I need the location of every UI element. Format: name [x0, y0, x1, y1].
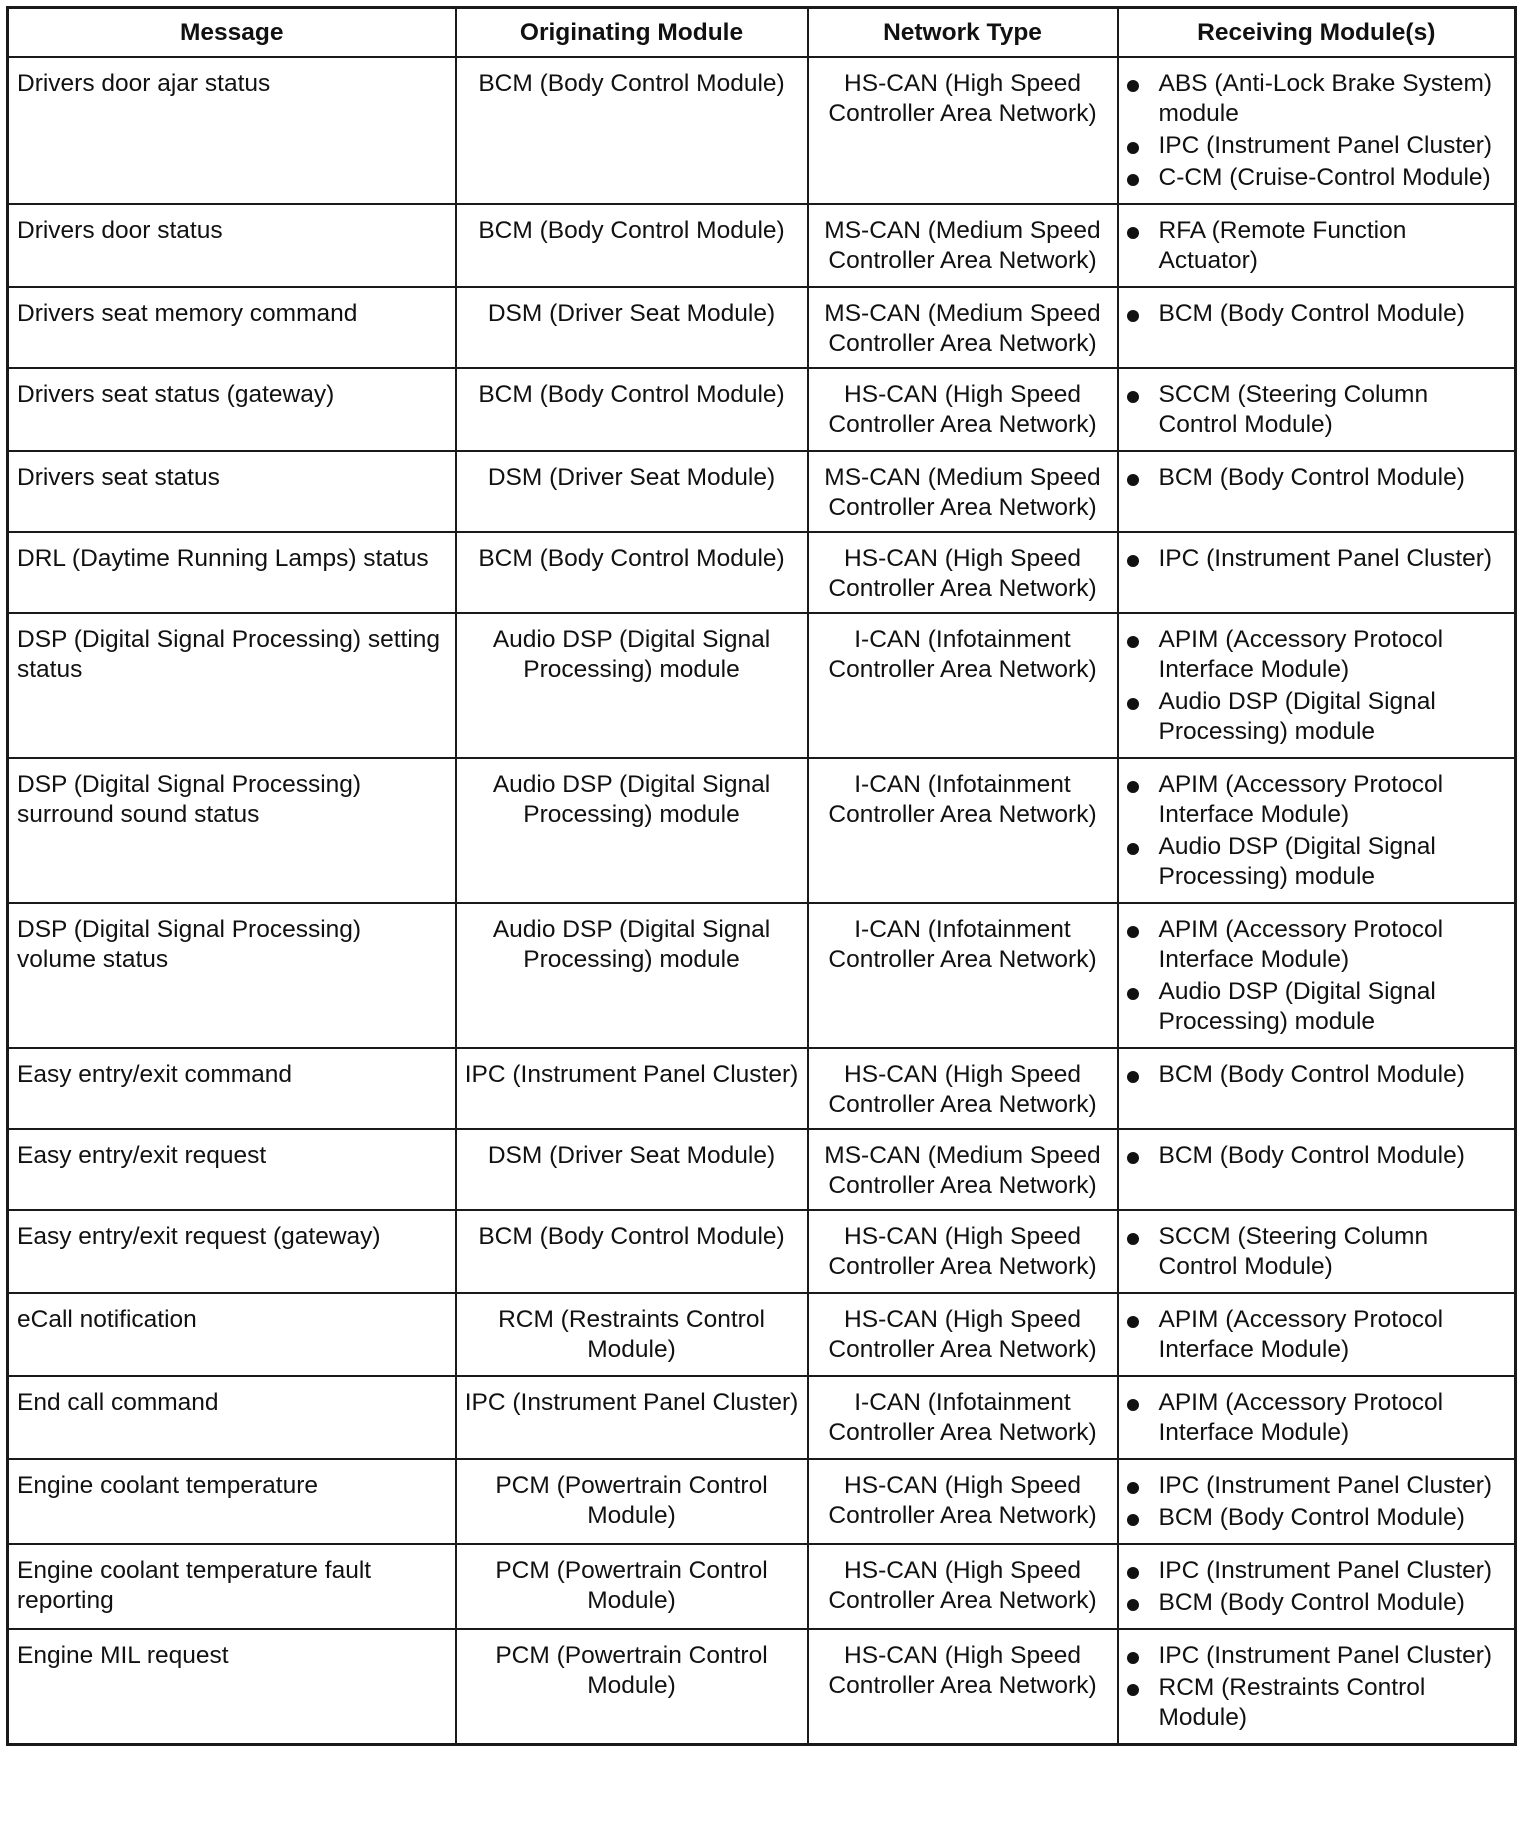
bullet-icon: [1127, 636, 1139, 648]
table-row: [8, 1544, 1516, 1629]
receiving-module-text: APIM (Accessory Protocol Interface Module): [1158, 1389, 1444, 1446]
bullet-icon: [1127, 843, 1139, 855]
cell-message: Easy entry/exit command: [8, 1048, 456, 1129]
receiving-module-text: IPC (Instrument Panel Cluster): [1158, 1557, 1493, 1584]
cell-originating-module: PCM (Powertrain Control Module): [456, 1544, 808, 1629]
bullet-icon: [1127, 988, 1139, 1000]
cell-message: Drivers seat status (gateway): [8, 368, 456, 451]
bullet-icon: [1127, 142, 1139, 154]
bullet-icon: [1127, 1684, 1139, 1696]
list-item: [1127, 1641, 1507, 1671]
receiving-module-text: IPC (Instrument Panel Cluster): [1158, 545, 1493, 572]
cell-message: Drivers door ajar status: [8, 57, 456, 204]
table-row: [8, 287, 1516, 368]
list-item: [1127, 1556, 1507, 1586]
cell-network-type: HS-CAN (High Speed Controller Area Network): [808, 1293, 1118, 1376]
cell-network-type: I-CAN (Infotainment Controller Area Network): [808, 1376, 1118, 1459]
cell-receiving-modules: [1118, 1376, 1516, 1459]
list-item: [1127, 131, 1507, 161]
receiving-module-text: BCM (Body Control Module): [1158, 1504, 1465, 1531]
receiving-module-list: [1127, 1141, 1507, 1171]
bullet-icon: [1127, 698, 1139, 710]
list-item: [1127, 1388, 1507, 1448]
receiving-module-text: SCCM (Steering Column Control Module): [1158, 381, 1429, 438]
receiving-module-text: APIM (Accessory Protocol Interface Module): [1158, 626, 1444, 683]
cell-message: DSP (Digital Signal Processing) surround sound status: [8, 758, 456, 903]
cell-receiving-modules: [1118, 57, 1516, 204]
receiving-module-list: [1127, 1556, 1507, 1618]
cell-receiving-modules: [1118, 1629, 1516, 1745]
cell-originating-module: BCM (Body Control Module): [456, 1210, 808, 1293]
list-item: [1127, 544, 1507, 574]
receiving-module-list: [1127, 544, 1507, 574]
cell-message: Drivers door status: [8, 204, 456, 287]
table-row: [8, 532, 1516, 613]
cell-network-type: HS-CAN (High Speed Controller Area Network): [808, 1629, 1118, 1745]
list-item: [1127, 1588, 1507, 1618]
cell-network-type: I-CAN (Infotainment Controller Area Network): [808, 758, 1118, 903]
receiving-module-list: [1127, 69, 1507, 193]
cell-receiving-modules: [1118, 1544, 1516, 1629]
cell-originating-module: BCM (Body Control Module): [456, 368, 808, 451]
table-row: [8, 1129, 1516, 1210]
list-item: [1127, 299, 1507, 329]
list-item: [1127, 1471, 1507, 1501]
header-network-type: Network Type: [808, 8, 1118, 58]
list-item: [1127, 1141, 1507, 1171]
list-item: [1127, 380, 1507, 440]
header-message: Message: [8, 8, 456, 58]
bullet-icon: [1127, 80, 1139, 92]
table-row: [8, 1629, 1516, 1745]
cell-originating-module: PCM (Powertrain Control Module): [456, 1629, 808, 1745]
receiving-module-text: BCM (Body Control Module): [1158, 300, 1465, 327]
cell-message: DSP (Digital Signal Processing) setting status: [8, 613, 456, 758]
table-row: [8, 903, 1516, 1048]
cell-network-type: I-CAN (Infotainment Controller Area Network): [808, 613, 1118, 758]
receiving-module-list: [1127, 380, 1507, 440]
table-row: [8, 368, 1516, 451]
cell-receiving-modules: [1118, 287, 1516, 368]
table-row: [8, 1459, 1516, 1544]
receiving-module-text: BCM (Body Control Module): [1158, 1589, 1465, 1616]
cell-originating-module: DSM (Driver Seat Module): [456, 451, 808, 532]
table-row: [8, 451, 1516, 532]
cell-network-type: MS-CAN (Medium Speed Controller Area Network): [808, 451, 1118, 532]
receiving-module-text: Audio DSP (Digital Signal Processing) module: [1158, 978, 1436, 1035]
header-receiving-modules: Receiving Module(s): [1118, 8, 1516, 58]
cell-receiving-modules: [1118, 1293, 1516, 1376]
bullet-icon: [1127, 926, 1139, 938]
list-item: [1127, 463, 1507, 493]
bullet-icon: [1127, 227, 1139, 239]
bullet-icon: [1127, 1233, 1139, 1245]
receiving-module-text: IPC (Instrument Panel Cluster): [1158, 1472, 1493, 1499]
cell-message: Engine coolant temperature fault reporting: [8, 1544, 456, 1629]
cell-originating-module: Audio DSP (Digital Signal Processing) module: [456, 613, 808, 758]
receiving-module-text: BCM (Body Control Module): [1158, 1061, 1465, 1088]
receiving-module-list: [1127, 1388, 1507, 1448]
list-item: [1127, 163, 1507, 193]
cell-network-type: HS-CAN (High Speed Controller Area Network): [808, 368, 1118, 451]
cell-message: End call command: [8, 1376, 456, 1459]
cell-originating-module: BCM (Body Control Module): [456, 204, 808, 287]
cell-message: Easy entry/exit request (gateway): [8, 1210, 456, 1293]
receiving-module-text: BCM (Body Control Module): [1158, 1142, 1465, 1169]
cell-network-type: HS-CAN (High Speed Controller Area Network): [808, 1048, 1118, 1129]
bullet-icon: [1127, 391, 1139, 403]
receiving-module-list: [1127, 299, 1507, 329]
cell-originating-module: DSM (Driver Seat Module): [456, 1129, 808, 1210]
receiving-module-text: APIM (Accessory Protocol Interface Module): [1158, 916, 1444, 973]
bullet-icon: [1127, 781, 1139, 793]
cell-network-type: MS-CAN (Medium Speed Controller Area Network): [808, 1129, 1118, 1210]
receiving-module-text: RCM (Restraints Control Module): [1158, 1674, 1426, 1731]
cell-receiving-modules: [1118, 1048, 1516, 1129]
table-row: [8, 57, 1516, 204]
cell-originating-module: PCM (Powertrain Control Module): [456, 1459, 808, 1544]
cell-receiving-modules: [1118, 1129, 1516, 1210]
bullet-icon: [1127, 474, 1139, 486]
list-item: [1127, 687, 1507, 747]
cell-originating-module: IPC (Instrument Panel Cluster): [456, 1048, 808, 1129]
receiving-module-list: [1127, 1471, 1507, 1533]
message-table: [6, 6, 1517, 1746]
receiving-module-text: RFA (Remote Function Actuator): [1158, 217, 1407, 274]
bullet-icon: [1127, 1316, 1139, 1328]
list-item: [1127, 977, 1507, 1037]
list-item: [1127, 770, 1507, 830]
receiving-module-list: [1127, 1060, 1507, 1090]
receiving-module-text: IPC (Instrument Panel Cluster): [1158, 1642, 1493, 1669]
list-item: [1127, 1305, 1507, 1365]
receiving-module-text: SCCM (Steering Column Control Module): [1158, 1223, 1429, 1280]
receiving-module-text: ABS (Anti-Lock Brake System) module: [1158, 70, 1493, 127]
bullet-icon: [1127, 1514, 1139, 1526]
bullet-icon: [1127, 1152, 1139, 1164]
cell-network-type: MS-CAN (Medium Speed Controller Area Network): [808, 204, 1118, 287]
receiving-module-text: BCM (Body Control Module): [1158, 464, 1465, 491]
cell-network-type: HS-CAN (High Speed Controller Area Network): [808, 1210, 1118, 1293]
table-row: [8, 1048, 1516, 1129]
cell-originating-module: Audio DSP (Digital Signal Processing) module: [456, 758, 808, 903]
receiving-module-text: C-CM (Cruise-Control Module): [1158, 164, 1491, 191]
receiving-module-text: Audio DSP (Digital Signal Processing) module: [1158, 833, 1436, 890]
cell-originating-module: BCM (Body Control Module): [456, 532, 808, 613]
cell-originating-module: IPC (Instrument Panel Cluster): [456, 1376, 808, 1459]
bullet-icon: [1127, 1652, 1139, 1664]
cell-originating-module: Audio DSP (Digital Signal Processing) module: [456, 903, 808, 1048]
table-row: [8, 1376, 1516, 1459]
list-item: [1127, 1673, 1507, 1733]
receiving-module-list: [1127, 1305, 1507, 1365]
bullet-icon: [1127, 310, 1139, 322]
list-item: [1127, 1503, 1507, 1533]
cell-receiving-modules: [1118, 532, 1516, 613]
receiving-module-text: APIM (Accessory Protocol Interface Module): [1158, 771, 1444, 828]
cell-network-type: I-CAN (Infotainment Controller Area Network): [808, 903, 1118, 1048]
cell-message: eCall notification: [8, 1293, 456, 1376]
list-item: [1127, 1060, 1507, 1090]
list-item: [1127, 69, 1507, 129]
bullet-icon: [1127, 174, 1139, 186]
table-row: [8, 758, 1516, 903]
receiving-module-text: IPC (Instrument Panel Cluster): [1158, 132, 1493, 159]
cell-receiving-modules: [1118, 204, 1516, 287]
receiving-module-list: [1127, 1222, 1507, 1282]
cell-network-type: HS-CAN (High Speed Controller Area Network): [808, 1459, 1118, 1544]
bullet-icon: [1127, 1599, 1139, 1611]
cell-originating-module: BCM (Body Control Module): [456, 57, 808, 204]
header-originating-module: Originating Module: [456, 8, 808, 58]
list-item: [1127, 832, 1507, 892]
list-item: [1127, 216, 1507, 276]
table-row: [8, 1293, 1516, 1376]
cell-message: Easy entry/exit request: [8, 1129, 456, 1210]
cell-network-type: HS-CAN (High Speed Controller Area Network): [808, 57, 1118, 204]
cell-receiving-modules: [1118, 903, 1516, 1048]
table-header: [8, 8, 1516, 58]
receiving-module-text: APIM (Accessory Protocol Interface Module): [1158, 1306, 1444, 1363]
receiving-module-list: [1127, 915, 1507, 1037]
header-row: [8, 8, 1516, 58]
cell-network-type: HS-CAN (High Speed Controller Area Network): [808, 1544, 1118, 1629]
cell-receiving-modules: [1118, 451, 1516, 532]
table-row: [8, 613, 1516, 758]
cell-message: Engine coolant temperature: [8, 1459, 456, 1544]
bullet-icon: [1127, 1399, 1139, 1411]
receiving-module-list: [1127, 770, 1507, 892]
receiving-module-list: [1127, 625, 1507, 747]
bullet-icon: [1127, 1071, 1139, 1083]
list-item: [1127, 1222, 1507, 1282]
cell-originating-module: RCM (Restraints Control Module): [456, 1293, 808, 1376]
cell-message: Engine MIL request: [8, 1629, 456, 1745]
cell-receiving-modules: [1118, 613, 1516, 758]
list-item: [1127, 915, 1507, 975]
table-row: [8, 1210, 1516, 1293]
cell-receiving-modules: [1118, 758, 1516, 903]
receiving-module-list: [1127, 216, 1507, 276]
cell-receiving-modules: [1118, 1459, 1516, 1544]
cell-network-type: MS-CAN (Medium Speed Controller Area Network): [808, 287, 1118, 368]
cell-network-type: HS-CAN (High Speed Controller Area Network): [808, 532, 1118, 613]
cell-message: DSP (Digital Signal Processing) volume status: [8, 903, 456, 1048]
cell-receiving-modules: [1118, 368, 1516, 451]
list-item: [1127, 625, 1507, 685]
bullet-icon: [1127, 1567, 1139, 1579]
receiving-module-text: Audio DSP (Digital Signal Processing) module: [1158, 688, 1436, 745]
table-body: [8, 57, 1516, 1745]
cell-message: Drivers seat memory command: [8, 287, 456, 368]
receiving-module-list: [1127, 1641, 1507, 1733]
cell-message: Drivers seat status: [8, 451, 456, 532]
bullet-icon: [1127, 555, 1139, 567]
receiving-module-list: [1127, 463, 1507, 493]
bullet-icon: [1127, 1482, 1139, 1494]
cell-originating-module: DSM (Driver Seat Module): [456, 287, 808, 368]
cell-receiving-modules: [1118, 1210, 1516, 1293]
table-row: [8, 204, 1516, 287]
cell-message: DRL (Daytime Running Lamps) status: [8, 532, 456, 613]
